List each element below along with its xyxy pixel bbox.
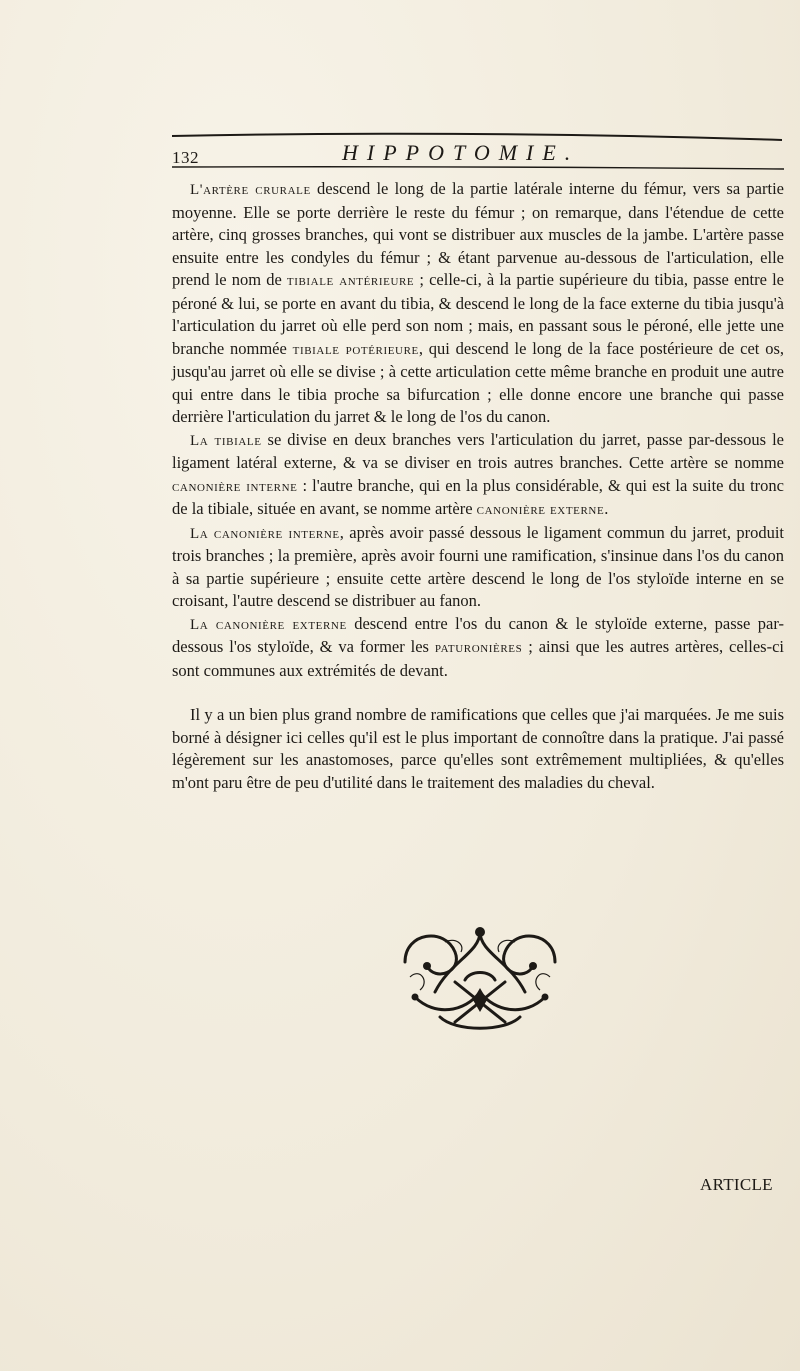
running-title: HIPPOTOMIE.	[342, 140, 580, 165]
paragraph-text: , après avoir passé dessous le ligament commun du jarret, produit trois branches ; la première, après avoir fourni une ramification, s'insinue dans l'os du canon à sa partie supérieure ; ensuite cette artère descend le long de l'os styloïde interne en se croisant, l'autre descend se distribuer au fanon.	[172, 522, 784, 610]
header-bottom-rule	[172, 165, 784, 171]
term: canonière interne	[172, 478, 298, 495]
term: canonière externe	[476, 502, 605, 518]
paragraph-text: Il y a un bien plus grand nombre de ramifications que celles que j'ai marquées. Je me suis borné à désigner ici celles qu'il est le plus important de connoître dans la pratique. J'ai passé légèrement sur les anastomoses, parce qu'elles sont extrêmement multipliées, & qu'elles m'ont paru être de peu d'utilité dans le traitement des maladies du cheval.	[172, 705, 784, 792]
paragraph-canoniere-externe	[172, 613, 784, 683]
catchword: ARTICLE	[700, 1175, 773, 1194]
paragraph-text: , qui descend le long de la face postérieure de cet os, jusqu'au jarret où elle se divise ; à cette articulation cette même branche en produit une autre qui entre dans le tibia proche sa bifurcation ; elle donne encore une branche qui passe derrière l'articulation du jarret & le long de l'os du canon.	[172, 338, 784, 426]
paragraph-text: ; celle-ci, à la partie supérieure du tibia, passe entre le péroné & lui, se porte en avant du tibia, & descend le long de la face externe du tibia jusqu'à l'articulation du jarret où elle perd son nom ; mais, en passant sous le péroné, elle jette une branche nommée	[172, 270, 784, 358]
paragraph-text: .	[604, 499, 609, 518]
term: tibiale antérieure	[286, 273, 415, 289]
paragraph-conclusion	[172, 704, 784, 794]
vignette-ornament-icon	[395, 922, 565, 1034]
body-text	[172, 178, 784, 794]
paragraph-text: ; ainsi que les autres artères, celles-ci sont communes aux extrémités de devant.	[172, 637, 784, 680]
paragraph-tibiale	[172, 429, 784, 522]
paragraph-text: se divise en deux branches vers l'articulation du jarret, passe par-dessous le ligament latéral externe, & va se diviser en trois autres branches. Cette artère se nomme	[172, 429, 784, 472]
paragraph-text: : l'autre branche, qui en la plus considérable, & qui est la suite du tronc de la tibiale, située en avant, se nomme artère	[172, 475, 784, 518]
paragraph-lead: La tibiale	[190, 432, 262, 449]
term: paturonières	[434, 640, 523, 656]
paragraph-text: descend le long de la partie latérale interne du fémur, vers sa partie moyenne. Elle se porte derrière le reste du fémur ; on remarque, dans l'étendue de cette artère, cinq grosses branches, qui vont se distribuer aux muscles de la jambe. L'artère passe ensuite entre les condyles du fémur ; & étant parvenue au-dessous de l'articulation, elle prend le nom de	[172, 179, 784, 289]
paragraph-text: descend entre l'os du canon & le styloïde externe, passe par-dessous l'os styloïde, & va former les	[172, 613, 784, 656]
paragraph-arteria-crurale	[172, 178, 784, 429]
term: tibiale potérieure	[292, 341, 419, 358]
paragraph-lead: L'artère crurale	[190, 182, 311, 198]
page-number: 132	[172, 148, 199, 167]
paragraph-lead: La canonière externe	[190, 616, 347, 633]
paragraph-lead: La canonière interne	[190, 525, 340, 542]
paragraph-canoniere-interne	[172, 522, 784, 613]
